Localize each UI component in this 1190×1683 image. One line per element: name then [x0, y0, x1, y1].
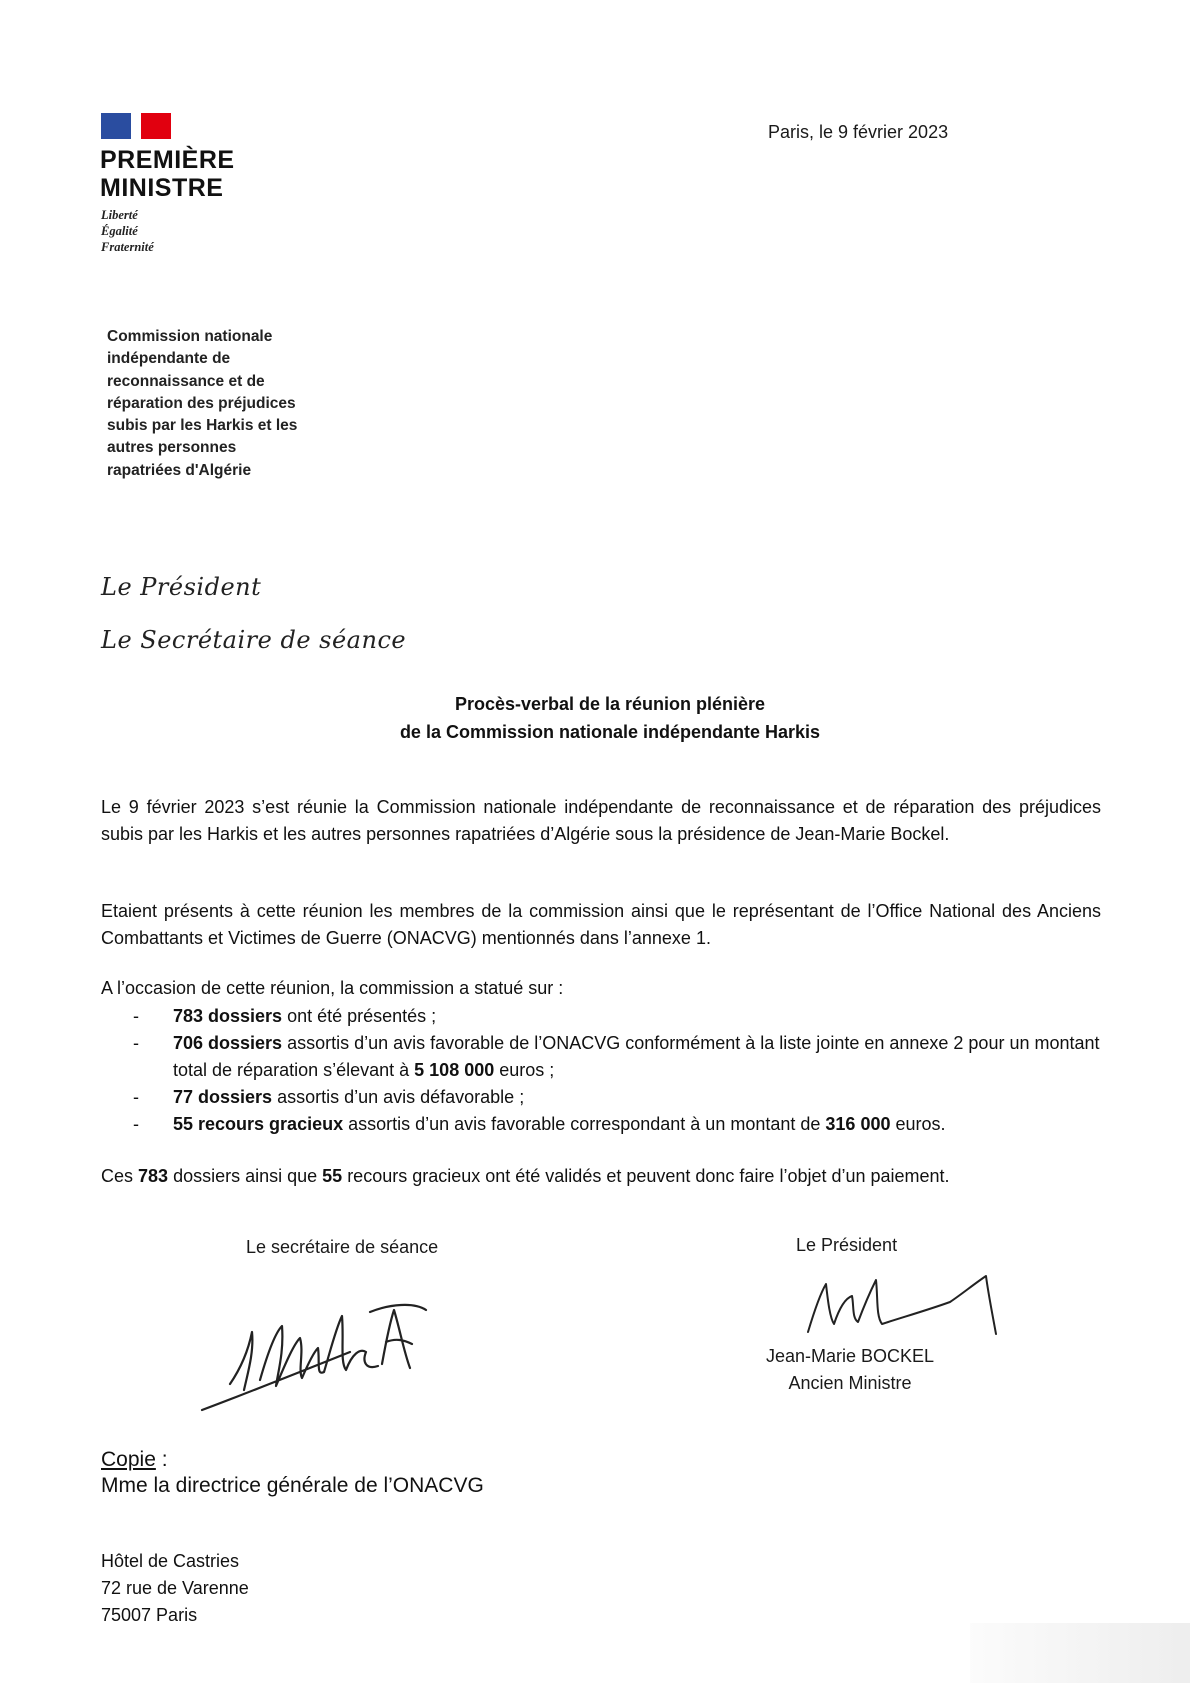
ministry-line-1: PREMIÈRE [100, 146, 235, 174]
motto-fraternite: Fraternité [101, 240, 154, 254]
list-item-bold: 706 dossiers [173, 1033, 283, 1053]
document-date: Paris, le 9 février 2023 [768, 122, 949, 142]
title-line-2: de la Commission nationale indépendante Harkis [399, 722, 821, 742]
stamp-secretaire: Le Secrétaire de séance [101, 626, 407, 654]
address-line: Hôtel de Castries [101, 1551, 240, 1571]
copy-colon: : [155, 1448, 168, 1471]
address-block [101, 1548, 249, 1629]
signer-name: Jean-Marie BOCKEL [765, 1346, 935, 1366]
flag-blue-band [101, 113, 131, 139]
secretary-label: Le secrétaire de séance [246, 1237, 439, 1257]
commission-name [107, 326, 337, 482]
motto-liberte: Liberté [101, 208, 138, 222]
list-item-amount: 5 108 000 [414, 1060, 495, 1080]
paragraph-conclusion [101, 1163, 1101, 1190]
list-item-bold: 55 recours gracieux [173, 1114, 344, 1134]
list-item-bold: 77 dossiers [173, 1087, 273, 1107]
conclusion-text: Ces [101, 1166, 139, 1186]
list-item-text: assortis d’un avis favorable correspondant à un montant de [343, 1114, 826, 1134]
copy-recipient: Mme la directrice générale de l’ONACVG [101, 1474, 484, 1497]
title-line-1: Procès-verbal de la réunion plénière [454, 694, 766, 714]
copy-block [101, 1447, 484, 1499]
list-item-bold: 783 dossiers [173, 1006, 283, 1026]
president-signature-icon [800, 1262, 1020, 1342]
list-item [129, 1003, 1109, 1030]
motto-egalite: Égalité [101, 224, 138, 238]
list-dash: - [133, 1033, 139, 1053]
list-item-text-end: euros ; [494, 1060, 555, 1080]
list-item [129, 1030, 1109, 1084]
list-dash: - [133, 1087, 139, 1107]
conclusion-text: recours gracieux ont été validés et peuvent donc faire l’objet d’un paiement. [342, 1166, 950, 1186]
paragraph-decisions-intro: A l’occasion de cette réunion, la commission a statué sur : [101, 978, 564, 998]
signer-block [700, 1343, 1000, 1397]
stamp-president: Le Président [101, 573, 262, 601]
scan-artifact [970, 1623, 1190, 1683]
commission-line: reconnaissance et de [107, 372, 265, 390]
conclusion-text: dossiers ainsi que [168, 1166, 323, 1186]
flag-red-band [141, 113, 171, 139]
list-item-text: ont été présentés ; [282, 1006, 437, 1026]
list-item-text-end: euros. [890, 1114, 946, 1134]
commission-line: autres personnes [107, 439, 237, 457]
conclusion-count: 783 [138, 1166, 169, 1186]
ministry-name [100, 146, 235, 202]
commission-line: subis par les Harkis et les [107, 417, 298, 435]
list-item-text: assortis d’un avis défavorable ; [272, 1087, 525, 1107]
decisions-list [129, 1003, 1109, 1138]
document-title [0, 690, 1190, 746]
list-item-amount: 316 000 [825, 1114, 891, 1134]
list-item-text: assortis d’un avis favorable de l’ONACVG conformément à la liste jointe en annexe 2 pour un montant total de réparation s’élevant à [173, 1033, 1100, 1080]
secretary-signature-icon [190, 1282, 450, 1422]
commission-line: rapatriées d'Algérie [107, 461, 252, 479]
paragraph-attendees: Etaient présents à cette réunion les membres de la commission ainsi que le représentant de l’Office National des Anciens Combattants et Victimes de Guerre (ONACVG) mentionnés dans l’annexe 1. [101, 901, 1101, 948]
signer-title: Ancien Ministre [788, 1373, 912, 1393]
republic-motto [101, 207, 154, 255]
list-item [129, 1111, 1109, 1138]
president-label: Le Président [796, 1235, 898, 1255]
commission-line: Commission nationale [107, 328, 273, 345]
marianne-logo-icon [101, 113, 171, 139]
ministry-line-2: MINISTRE [100, 174, 224, 202]
list-item [129, 1084, 1109, 1111]
copy-label: Copie [101, 1448, 156, 1471]
flag-white-band [131, 113, 141, 139]
address-line: 72 rue de Varenne [101, 1578, 249, 1598]
list-dash: - [133, 1114, 139, 1134]
commission-line: réparation des préjudices [107, 394, 296, 412]
paragraph-intro: Le 9 février 2023 s’est réunie la Commission nationale indépendante de reconnaissance et de réparation des préjudices subis par les Harkis et les autres personnes rapatriées d’Algérie sous la présidence de Jean-Marie Bockel. [101, 797, 1101, 844]
list-dash: - [133, 1006, 139, 1026]
commission-line: indépendante de [107, 350, 231, 368]
conclusion-count: 55 [322, 1166, 343, 1186]
address-line: 75007 Paris [101, 1605, 198, 1625]
